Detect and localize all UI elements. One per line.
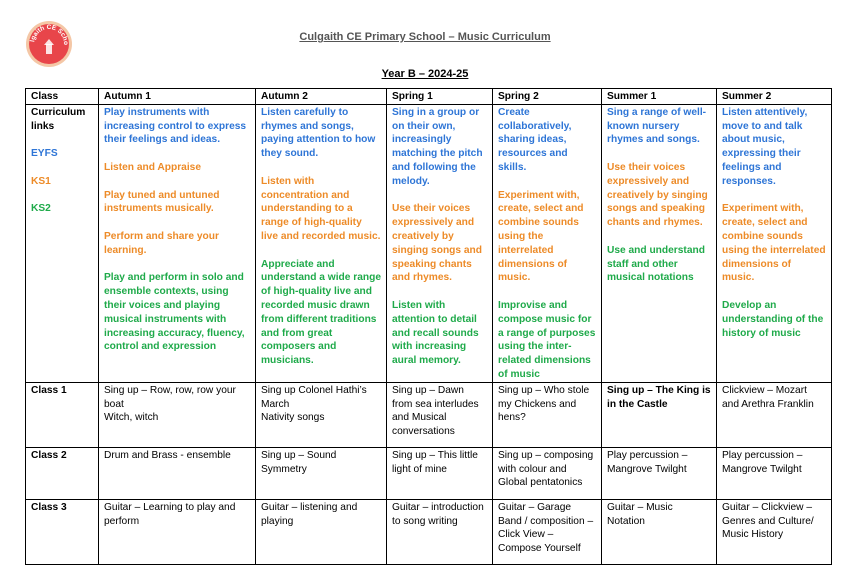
curriculum-links-label: Curriculum links bbox=[31, 106, 86, 132]
spring-1-ks1: Use their voices expressively and creatively by singing songs and speaking chants and rhymes. bbox=[392, 203, 482, 284]
key-ks2: KS2 bbox=[31, 203, 51, 215]
class-3-spring-2: Guitar – Garage Band / composition – Click View – Compose Yourself bbox=[493, 499, 602, 564]
col-header-autumn-2: Autumn 2 bbox=[256, 89, 387, 105]
autumn-2-ks2: Appreciate and understand a wide range of high-quality live and recorded music drawn from different traditions and from great composers and musicians. bbox=[261, 258, 382, 367]
class-3-label: Class 3 bbox=[26, 499, 99, 564]
summer-1-ks1: Use their voices expressively and creatively by singing songs and speaking chants and rhymes. bbox=[607, 161, 708, 229]
class-2-summer-2: Play percussion – Mangrove Twilght bbox=[717, 447, 832, 499]
school-logo bbox=[25, 20, 73, 68]
autumn-1-ks2: Play and perform in solo and ensemble contexts, using their voices and playing musical instruments with increasing accuracy, fluency, control and expression bbox=[104, 272, 245, 353]
year-title: Year B – 2024-25 bbox=[381, 68, 469, 80]
autumn-2-eyfs: Listen carefully to rhymes and songs, paying attention to how they sound. bbox=[261, 106, 376, 160]
summer-1-eyfs: Sing a range of well-known nursery rhymes and songs. bbox=[607, 106, 707, 146]
key-ks1: KS1 bbox=[31, 175, 51, 187]
autumn-1-eyfs: Play instruments with increasing control to express their feelings and ideas. bbox=[104, 106, 247, 146]
class-1-spring-2: Sing up – Who stole my Chickens and hens? bbox=[493, 382, 602, 447]
curriculum-links-key-cell bbox=[26, 104, 99, 382]
table-row bbox=[26, 499, 832, 564]
class-1-summer-2: Clickview – Mozart and Arethra Franklin bbox=[717, 382, 832, 447]
summer-2-ks1: Experiment with, create, select and combine sounds using the interrelated dimensions of music. bbox=[722, 203, 826, 284]
curriculum-spring-2-cell bbox=[493, 104, 602, 382]
class-3-summer-2: Guitar – Clickview – Genres and Culture/ Music History bbox=[717, 499, 832, 564]
summer-2-ks2: Develop an understanding of the history of music bbox=[722, 299, 824, 339]
spring-2-ks2: Improvise and compose music for a range of purposes using the inter-related dimensions of music bbox=[498, 299, 596, 380]
class-2-autumn-1: Drum and Brass - ensemble bbox=[99, 447, 256, 499]
header-row bbox=[26, 89, 832, 105]
summer-2-eyfs: Listen attentively, move to and talk about music, expressing their feelings and responses. bbox=[722, 106, 808, 187]
class-1-summer-1: Sing up – The King is in the Castle bbox=[602, 382, 717, 447]
class-1-autumn-1-line-2: Witch, witch bbox=[104, 412, 159, 424]
class-1-label: Class 1 bbox=[26, 382, 99, 447]
autumn-1-ks1-b: Play tuned and untuned instruments musically. bbox=[104, 189, 220, 215]
class-3-autumn-1: Guitar – Learning to play and perform bbox=[99, 499, 256, 564]
spring-1-ks2: Listen with attention to detail and recall sounds with increasing aural memory. bbox=[392, 299, 479, 367]
autumn-1-ks1-a: Listen and Appraise bbox=[104, 161, 201, 173]
curriculum-autumn-2-cell bbox=[256, 104, 387, 382]
class-3-summer-1: Guitar – Music Notation bbox=[602, 499, 717, 564]
spring-2-ks1: Experiment with, create, select and combine sounds using the interrelated dimensions of music. bbox=[498, 189, 584, 284]
summer-1-ks2: Use and understand staff and other musical notations bbox=[607, 244, 705, 284]
class-1-autumn-2 bbox=[256, 382, 387, 447]
logo-text: lgaith CE Scho bbox=[29, 24, 70, 46]
class-1-autumn-1-line-1: Sing up – Row, row, row your boat bbox=[104, 384, 236, 410]
curriculum-table bbox=[25, 88, 832, 565]
class-1-autumn-1 bbox=[99, 382, 256, 447]
col-header-summer-1: Summer 1 bbox=[602, 89, 717, 105]
spring-2-eyfs: Create collaboratively, sharing ideas, resources and skills. bbox=[498, 106, 572, 173]
key-eyfs: EYFS bbox=[31, 148, 58, 160]
curriculum-links-row bbox=[26, 104, 832, 382]
autumn-1-ks1-c: Perform and share your learning. bbox=[104, 230, 219, 256]
autumn-2-ks1: Listen with concentration and understanding to a range of high-quality live and recorded music. bbox=[261, 175, 381, 242]
class-1-spring-1: Sing up – Dawn from sea interludes and Musical conversations bbox=[387, 382, 493, 447]
curriculum-autumn-1-cell bbox=[99, 104, 256, 382]
curriculum-summer-2-cell bbox=[717, 104, 832, 382]
class-1-autumn-2-line-1: Sing up Colonel Hathi’s March bbox=[261, 384, 367, 410]
class-2-spring-1: Sing up – This little light of mine bbox=[387, 447, 493, 499]
document-title: Culgaith CE Primary School – Music Curriculum bbox=[299, 31, 551, 43]
col-header-class: Class bbox=[26, 89, 99, 105]
col-header-spring-1: Spring 1 bbox=[387, 89, 493, 105]
class-1-autumn-2-line-2: Nativity songs bbox=[261, 412, 325, 424]
class-2-spring-2: Sing up – composing with colour and Global pentatonics bbox=[493, 447, 602, 499]
curriculum-spring-1-cell bbox=[387, 104, 493, 382]
class-3-autumn-2: Guitar – listening and playing bbox=[256, 499, 387, 564]
class-3-spring-1: Guitar – introduction to song writing bbox=[387, 499, 493, 564]
table-row bbox=[26, 447, 832, 499]
table-row bbox=[26, 382, 832, 447]
col-header-summer-2: Summer 2 bbox=[717, 89, 832, 105]
class-2-autumn-2: Sing up – Sound Symmetry bbox=[256, 447, 387, 499]
spring-1-eyfs: Sing in a group or on their own, increasingly matching the pitch and following the melody. bbox=[392, 106, 483, 187]
col-header-spring-2: Spring 2 bbox=[493, 89, 602, 105]
class-2-label: Class 2 bbox=[26, 447, 99, 499]
curriculum-summer-1-cell bbox=[602, 104, 717, 382]
class-2-summer-1: Play percussion – Mangrove Twilght bbox=[602, 447, 717, 499]
col-header-autumn-1: Autumn 1 bbox=[99, 89, 256, 105]
